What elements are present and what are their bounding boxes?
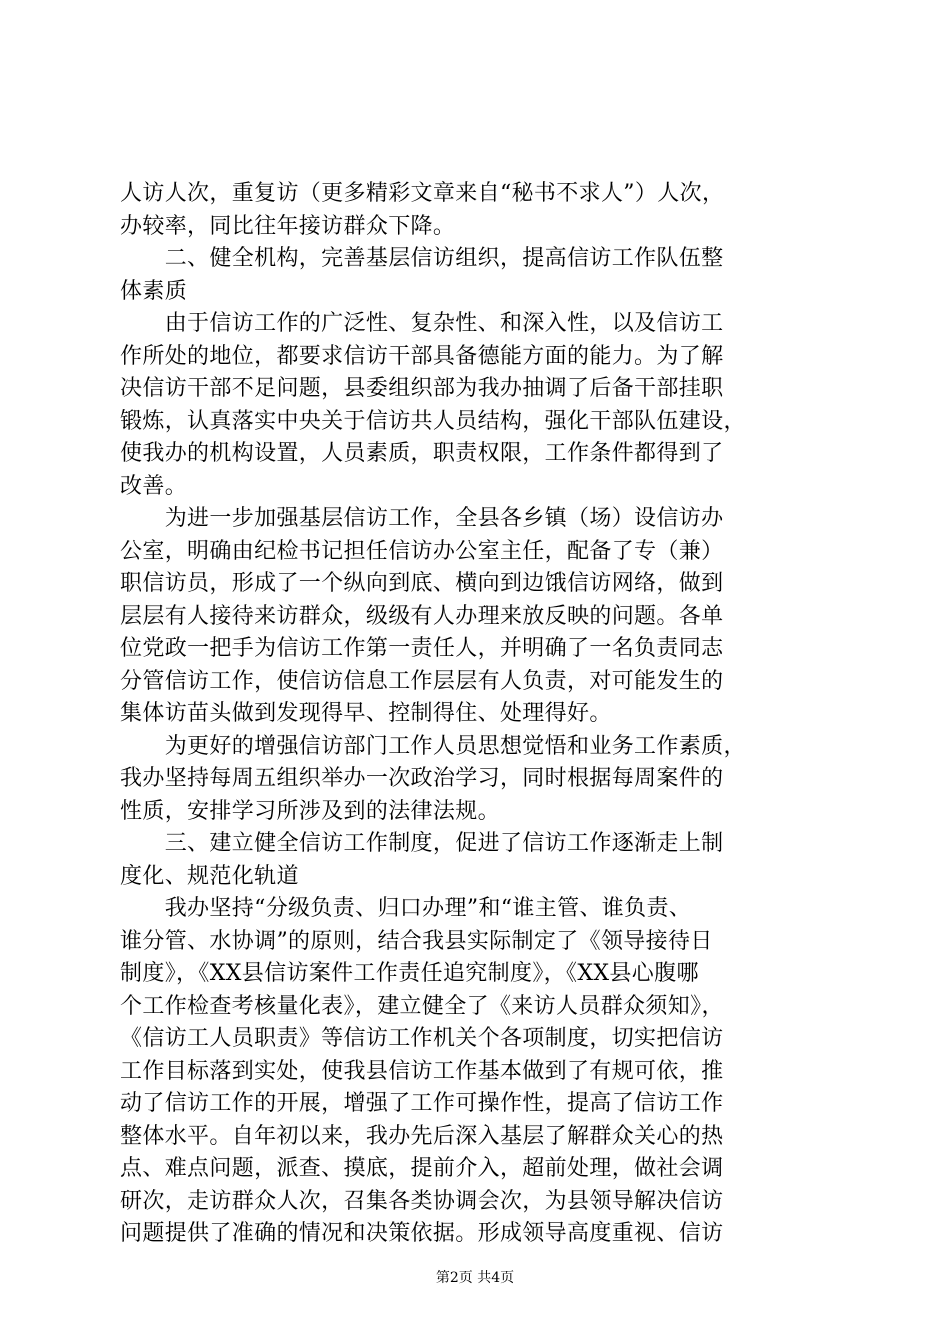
text-line-29: 动了信访工作的开展，增强了工作可操作性，提高了信访工作 — [120, 1091, 724, 1116]
text-line-15: 位党政一把手为信访工作第一责任人，并明确了一名负责同志 — [120, 636, 724, 661]
text-line-8: 锻炼，认真落实中央关于信访共人员结构，强化干部队伍建设， — [120, 408, 746, 434]
text-line-1: 人访人次，重复访（更多精彩文章来自“秘书不求人”）人次， — [120, 181, 725, 206]
text-line-24: 谁分管、水协调”的原则，结合我县实际制定了《领导接待日 — [120, 928, 713, 954]
text-line-7: 决信访干部不足问题，县委组织部为我办抽调了后备干部挂职 — [120, 376, 724, 401]
text-line-12: 公室，明确由纪检书记担任信访办公室主任，配备了专（兼） — [120, 538, 724, 564]
text-line-33: 问题提供了准确的情况和决策依据。形成领导高度重视、信访 — [120, 1221, 724, 1246]
text-line-25: 制度》，《XX县信访案件工作责任追究制度》，《XX县心腹哪 — [120, 961, 699, 986]
text-line-13: 职信访员，形成了一个纵向到底、横向到边饿信访网络，做到 — [120, 571, 724, 596]
section-heading-3: 三、建立健全信访工作制度，促进了信访工作逐渐走上制 — [120, 831, 724, 856]
text-line-28: 工作目标落到实处，使我县信访工作基本做到了有规可依，推 — [120, 1058, 724, 1084]
section-heading-2: 二、健全机构，完善基层信访组织，提高信访工作队伍整 — [120, 246, 724, 271]
text-line-2: 办较率，同比往年接访群众下降。 — [120, 213, 456, 239]
text-line-10: 改善。 — [120, 473, 188, 499]
text-line-16: 分管信访工作，使信访信息工作层层有人负责，对可能发生的 — [120, 668, 724, 694]
section-heading-2-cont: 体素质 — [120, 278, 188, 304]
text-line-23: 我办坚持“分级负责、归口办理”和“谁主管、谁负责、 — [120, 896, 692, 921]
text-line-18: 为更好的增强信访部门工作人员思想觉悟和业务工作素质， — [120, 733, 746, 759]
text-line-27: 《信访工人员职责》等信访工作机关个各项制度，切实把信访 — [120, 1026, 724, 1051]
text-line-17: 集体访苗头做到发现得早、控制得住、处理得好。 — [120, 701, 612, 726]
text-line-11: 为进一步加强基层信访工作，全县各乡镇（场）设信访办 — [120, 506, 724, 531]
text-line-5: 由于信访工作的广泛性、复杂性、和深入性，以及信访工 — [120, 311, 724, 336]
text-line-19: 我办坚持每周五组织举办一次政治学习，同时根据每周案件的 — [120, 766, 724, 791]
text-line-31: 点、难点问题，派查、摸底，提前介入，超前处理，做社会调 — [120, 1156, 724, 1181]
text-line-32: 研次，走访群众人次，召集各类协调会次，为县领导解决信访 — [120, 1188, 724, 1214]
text-line-14: 层层有人接待来访群众，级级有人办理来放反映的问题。各单 — [120, 603, 724, 629]
page-number-footer: 第2页 共4页 — [435, 1270, 515, 1286]
text-line-26: 个工作检查考核量化表》，建立健全了《来访人员群众须知》， — [120, 993, 724, 1019]
text-line-6: 作所处的地位，都要求信访干部具备德能方面的能力。为了解 — [120, 343, 724, 369]
text-line-9: 使我办的机构设置，人员素质，职责权限，工作条件都得到了 — [120, 441, 724, 466]
text-line-30: 整体水平。自年初以来，我办先后深入基层了解群众关心的热 — [120, 1123, 724, 1149]
document-body — [120, 178, 840, 1251]
section-heading-3-cont: 度化、规范化轨道 — [120, 863, 299, 889]
text-line-20: 性质，安排学习所涉及到的法律法规。 — [120, 798, 500, 824]
